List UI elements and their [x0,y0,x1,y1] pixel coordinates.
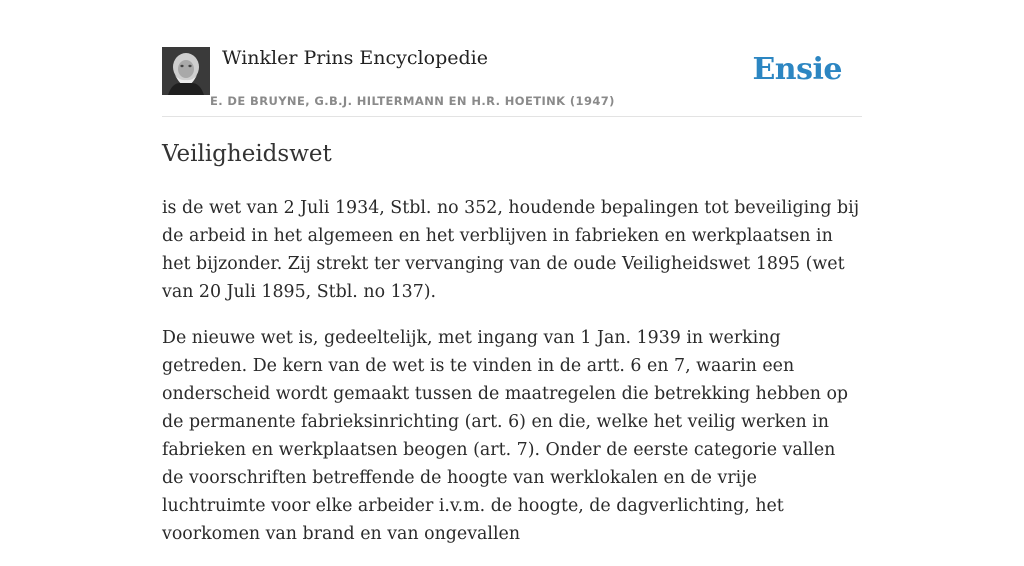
article-title: Veiligheidswet [162,141,332,167]
publication-authors: E. DE BRUYNE, G.B.J. HILTERMANN EN H.R. HOETINK (1947) [210,94,615,108]
article-paragraph: is de wet van 2 Juli 1934, Stbl. no 352, houdende bepalingen tot beveiliging bij de arbeid in het algemeen en het verblijven in fabrieken en werkplaatsen in het bijzonder. Zij strekt ter vervanging van de oude Veiligheidswet 1895 (wet van 20 Juli 1895, Stbl. no 137). [162,198,860,302]
author-avatar [162,47,210,95]
page-header [162,46,862,117]
article-body [162,194,862,548]
article [162,138,862,566]
article-paragraph: De nieuwe wet is, gedeeltelijk, met ingang van 1 Jan. 1939 in werking getreden. De kern van de wet is te vinden in de artt. 6 en 7, waarin een onderscheid wordt gemaakt tussen de maatregelen die betrekking hebben op de permanente fabrieksinrichting (art. 6) en die, welke het veilig werken in fabrieken en werkplaatsen beogen (art. 7). Onder de eerste categorie vallen de voorschriften betreffende de hoogte van werklokalen en de vrije luchtruimte voor elke arbeider i.v.m. de hoogte, de dagverlichting, het voorkomen van brand en van ongevallen [162,328,849,544]
portrait-icon [162,47,210,95]
brand-logo-link[interactable]: Ensie [752,52,842,87]
publication-title[interactable]: Winkler Prins Encyclopedie [222,47,488,69]
